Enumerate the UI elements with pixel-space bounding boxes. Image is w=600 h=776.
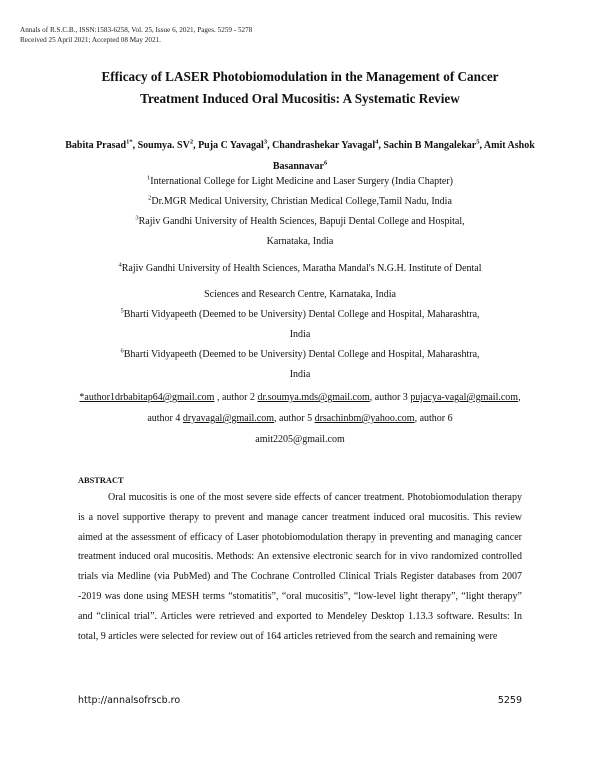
affiliation-number: 1	[146, 174, 151, 182]
email-block	[70, 387, 530, 450]
affiliation-4	[70, 263, 530, 274]
affiliation-5-line-2: India	[289, 329, 311, 340]
author-sep: ,	[378, 140, 384, 151]
author-sep: ,	[132, 140, 138, 151]
affiliation-5	[70, 309, 530, 320]
affiliation-2	[100, 196, 500, 207]
affiliation-number: 3	[135, 214, 139, 222]
footer-url[interactable]: http://annalsofrscb.ro	[78, 695, 181, 706]
email-sep: , author 5	[274, 413, 315, 424]
email-sep: , author 6	[414, 413, 453, 424]
affiliation-1	[100, 176, 500, 187]
author-name: Babita Prasad	[65, 140, 127, 151]
abstract-text: Oral mucositis is one of the most severe side effects of cancer treatment. Photobiomodulation therapy is a novel supportive therapy to prevent and manage cancer treatment induced oral mucositis. This review aimed at the assessment of efficacy of Laser photobiomodulation therapy in preventing and managing cancer treatment induced oral mucositis. Methods: An extensive electronic search for in vivo randomized controlled trials via Medline (via PubMed) and The Cochrane Controlled Clinical Trials Register databases from 2007 -2019 was done using MESH terms “stomatitis”, “oral mucositis”, “low-level light therapy”, “light therapy” and “clinical trial”. Articles were retrieved and exported to Mendeley Desktop 1.13.3 software. Results: In total, 9 articles were selected for review out of 164 articles retrieved from the search and remaining were	[78, 492, 522, 642]
title-line-1: Efficacy of LASER Photobiomodulation in the Management of Cancer	[101, 69, 499, 84]
author-sep: ,	[479, 140, 484, 151]
author-name: Sachin B Mangalekar	[383, 140, 477, 151]
email-sep: , author 3	[369, 392, 411, 403]
received-dates: Received 25 April 2021; Accepted 08 May 2021.	[20, 36, 161, 44]
affiliation-text: Bharti Vidyapeeth (Deemed to be University) Dental College and Hospital, Maharashtra,	[123, 309, 480, 320]
author-sup: 6	[323, 159, 328, 167]
affiliation-text: International College for Light Medicine and Laser Surgery (India Chapter)	[150, 176, 454, 187]
author-sup: 4	[375, 138, 379, 146]
author-sup: 3	[263, 138, 268, 146]
author-sep: ,	[193, 140, 199, 151]
email-link-author-3[interactable]: pujacya-vagal@gmail.com	[410, 392, 519, 403]
affiliation-3-line-2: Karnataka, India	[266, 236, 334, 247]
author-name: Soumya. SV	[137, 140, 190, 151]
affiliation-3	[80, 216, 520, 227]
email-link-author-4[interactable]: dryavagal@gmail.com	[182, 413, 275, 424]
email-link-author-2[interactable]: dr.soumya.mds@gmail.com	[257, 392, 370, 403]
affiliation-number: 5	[120, 307, 124, 315]
email-sep: , author 2	[214, 392, 258, 403]
affiliation-text: Rajiv Gandhi University of Health Sciences, Maratha Mandal's N.G.H. Institute of Dental	[121, 263, 482, 274]
affiliation-number: 2	[148, 194, 152, 202]
affiliation-6-line-2: India	[289, 369, 311, 380]
author-name: Chandrashekar Yavagal	[272, 140, 376, 151]
email-sep: , author 4	[147, 392, 521, 424]
page-number: 5259	[497, 695, 522, 706]
affiliation-text: Dr.MGR Medical University, Christian Medical College,Tamil Nadu, India	[151, 196, 452, 207]
title-line-2: Treatment Induced Oral Mucositis: A Systematic Review	[140, 91, 460, 106]
author-sup: 1*	[126, 138, 133, 146]
author-list	[60, 135, 540, 177]
author-sup: 5	[476, 138, 480, 146]
email-author-6: amit2205@gmail.com	[255, 434, 345, 445]
affiliation-number: 6	[120, 347, 124, 355]
affiliation-6	[70, 349, 530, 360]
affiliation-text: Bharti Vidyapeeth (Deemed to be University) Dental College and Hospital, Maharashtra,	[123, 349, 480, 360]
author-name: Amit Ashok Basannavar	[272, 140, 535, 172]
journal-citation: Annals of R.S.C.B., ISSN:1583-6258, Vol. 25, Issue 6, 2021, Pages. 5259 - 5278	[20, 26, 253, 34]
author-sup: 2	[189, 138, 194, 146]
paper-title	[40, 66, 560, 110]
affiliation-number: 4	[118, 261, 122, 269]
author-name: Puja C Yavagal	[198, 140, 264, 151]
affiliation-4-line-2: Sciences and Research Centre, Karnataka, India	[204, 289, 396, 300]
email-link-author-1[interactable]: *author1drbabitap64@gmail.com	[79, 392, 215, 403]
author-sep: ,	[267, 140, 273, 151]
abstract-heading: ABSTRACT	[78, 476, 124, 485]
email-link-author-5[interactable]: drsachinbm@yahoo.com	[314, 413, 415, 424]
affiliation-text: Rajiv Gandhi University of Health Sciences, Bapuji Dental College and Hospital,	[138, 216, 465, 227]
